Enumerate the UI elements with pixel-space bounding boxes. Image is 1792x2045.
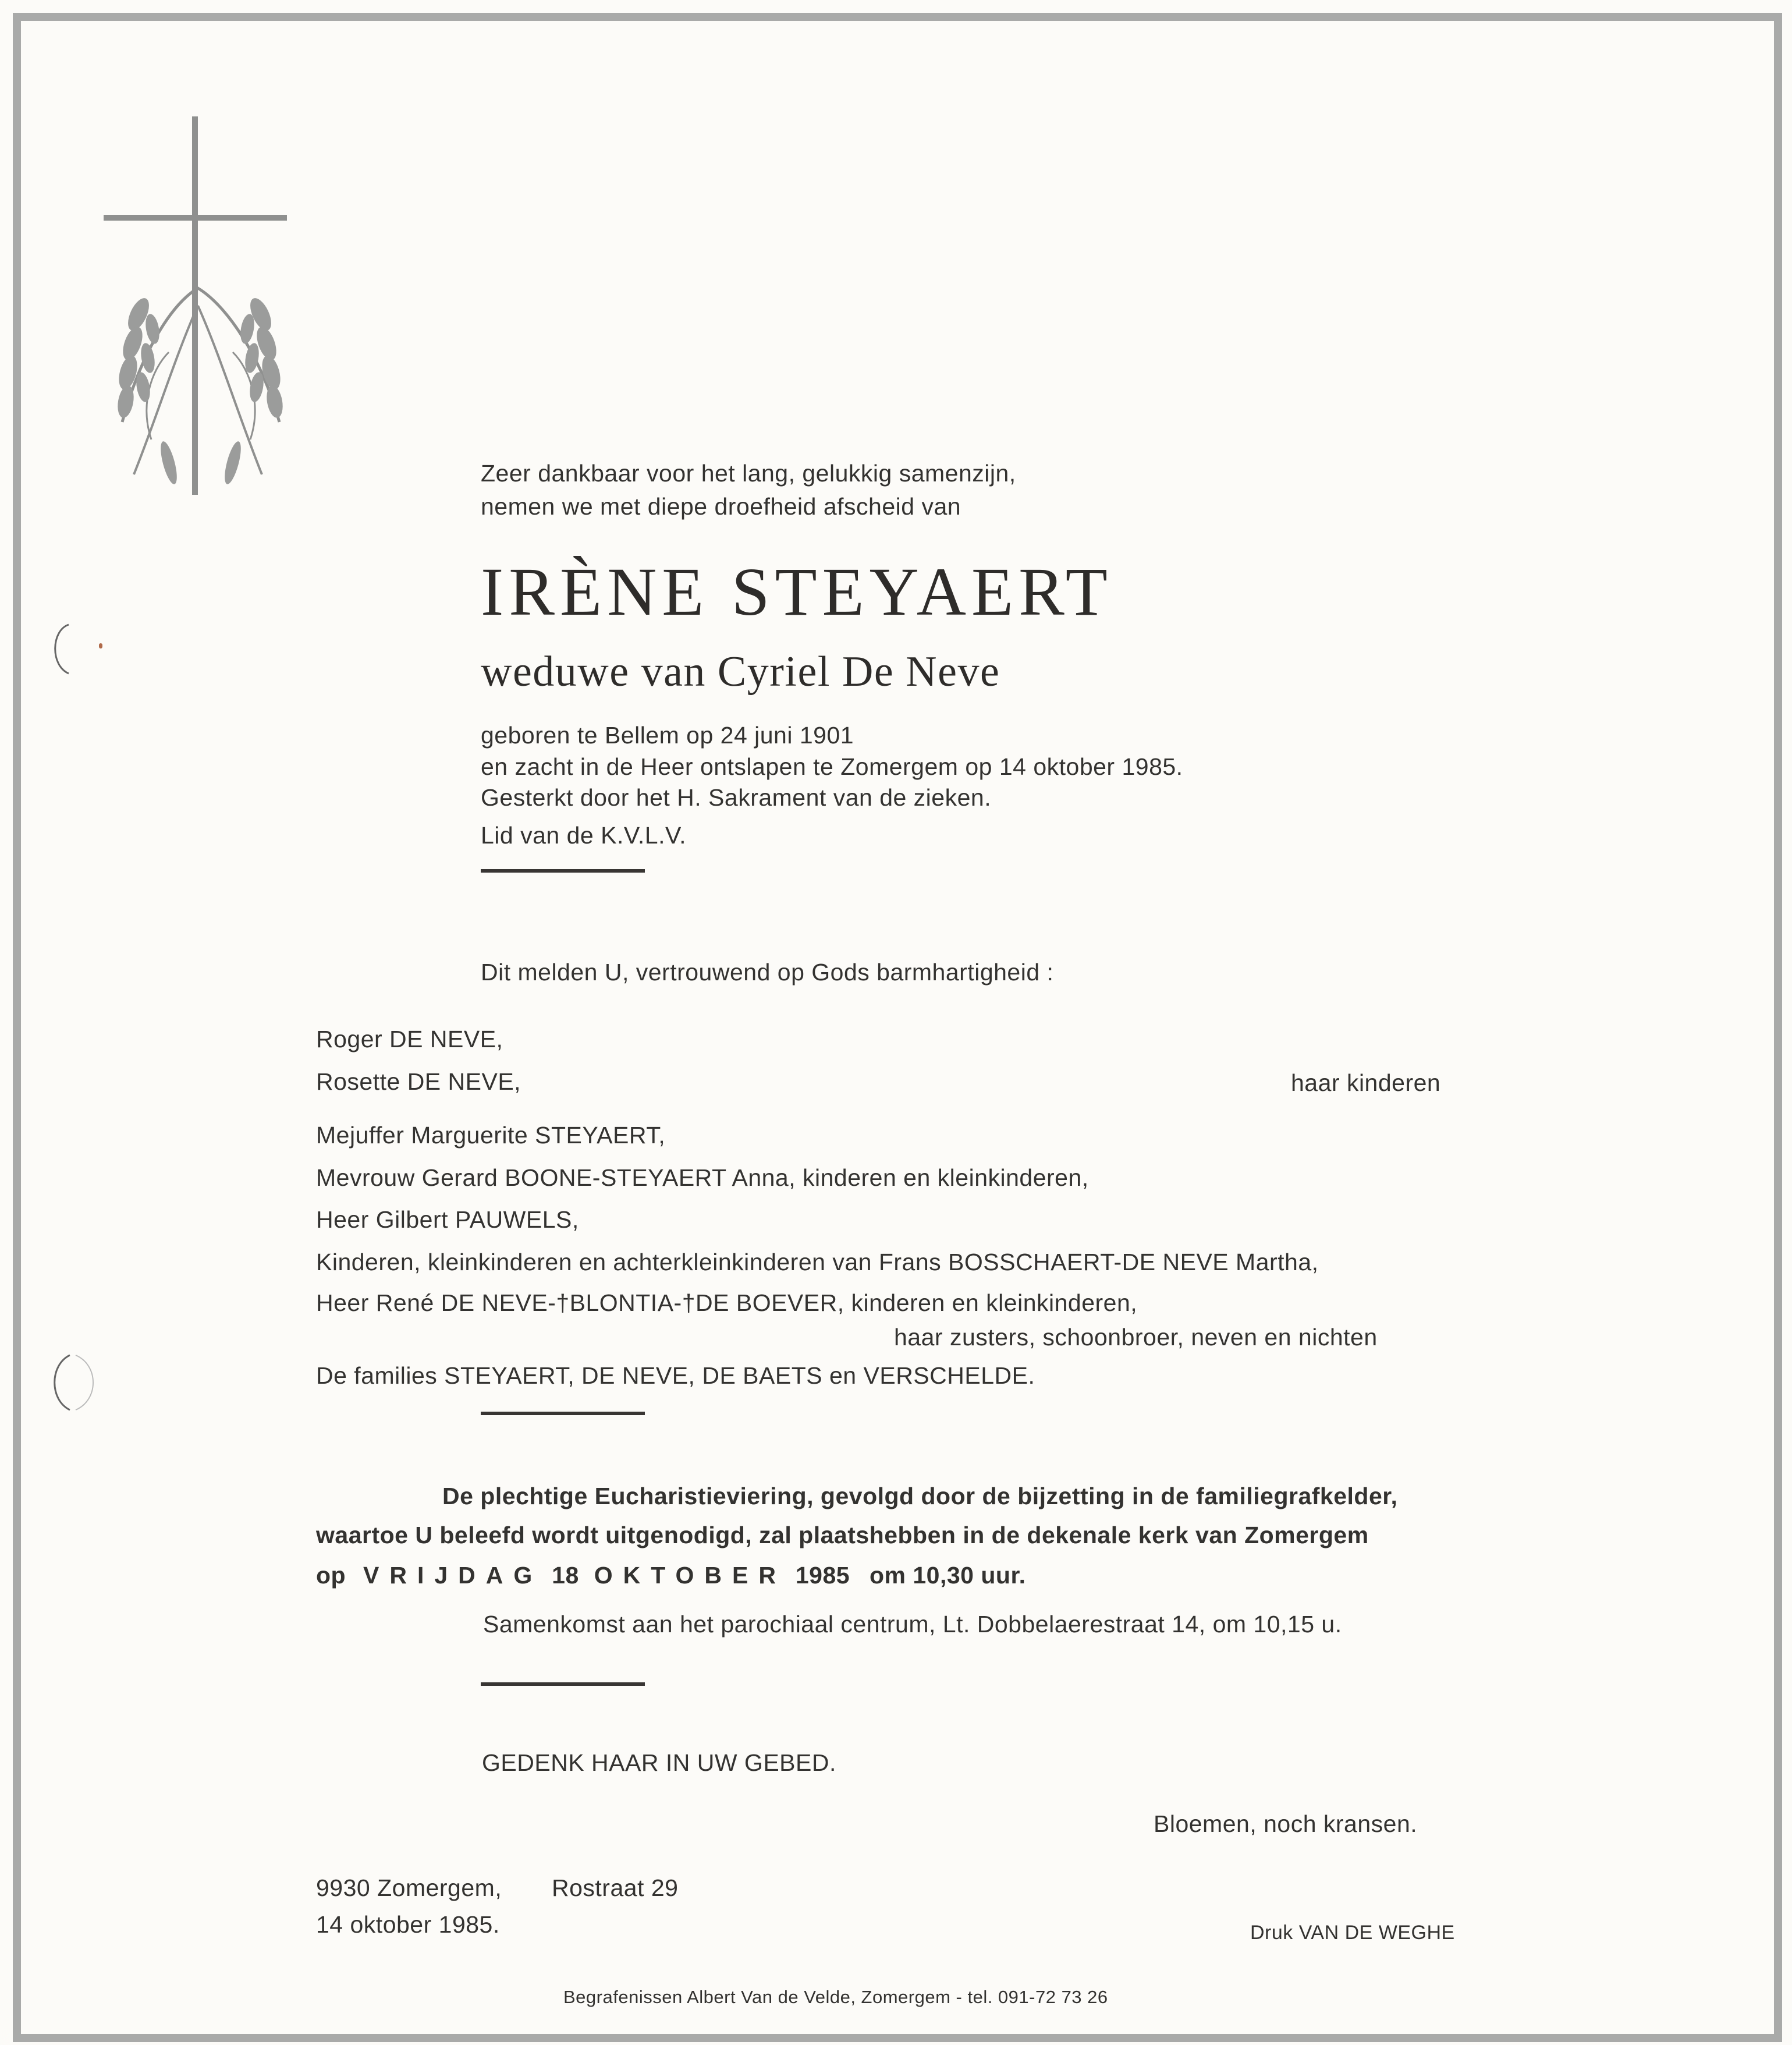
divider-3 [481,1682,645,1686]
relative-1: Mejuffer Marguerite STEYAERT, [316,1122,666,1149]
born-line: geboren te Bellem op 24 juni 1901 [481,722,854,749]
intro-line-2: nemen we met diepe droefheid afscheid van [481,493,961,520]
member-line: Lid van de K.V.L.V. [481,822,686,849]
flowers-line: Bloemen, noch kransen. [1154,1810,1418,1837]
announce-line: Dit melden U, vertrouwend op Gods barmhartigheid : [481,959,1054,986]
relative-2: Mevrouw Gerard BOONE-STEYAERT Anna, kinderen en kleinkinderen, [316,1164,1089,1191]
speck [99,643,102,648]
relatives-label: haar zusters, schoonbroer, neven en nichten [894,1324,1378,1351]
address-place: 9930 Zomergem, [316,1874,502,1901]
gathering-line: Samenkomst aan het parochiaal centrum, Lt. Dobbelaerestraat 14, om 10,15 u. [483,1611,1342,1638]
service-line-3 [316,1564,1026,1587]
divider-1 [481,869,645,873]
cross-wheat-icon [87,114,314,504]
punch-hole-top [45,620,80,678]
child-1: Roger DE NEVE, [316,1026,503,1052]
service-year: 1985 [795,1562,850,1589]
service-time: om 10,30 uur. [869,1562,1026,1589]
address-street: Rostraat 29 [552,1874,679,1901]
intro-line-1: Zeer dankbaar voor het lang, gelukkig samenzijn, [481,460,1016,487]
printer-credit: Druk VAN DE WEGHE [1250,1922,1455,1944]
service-prefix: op [316,1562,346,1589]
sacrament-line: Gesterkt door het H. Sakrament van de zieken. [481,784,992,811]
children-label: haar kinderen [1291,1069,1441,1096]
service-date-day: 18 [552,1562,579,1589]
families-line: De families STEYAERT, DE NEVE, DE BAETS en VERSCHELDE. [316,1362,1035,1389]
address-date: 14 oktober 1985. [316,1911,500,1938]
child-2: Rosette DE NEVE, [316,1068,521,1095]
remember-line: GEDENK HAAR IN UW GEBED. [482,1749,836,1776]
punch-hole-bottom [44,1351,108,1415]
service-line-1: De plechtige Eucharistieviering, gevolgd door de bijzetting in de familiegrafkelder, [442,1483,1398,1509]
divider-2 [481,1412,645,1415]
relative-5: Heer René DE NEVE-†BLONTIA-†DE BOEVER, kinderen en kleinkinderen, [316,1289,1138,1316]
service-day: VRIJDAG [363,1562,543,1589]
service-month: OKTOBER [594,1562,786,1589]
widow-of: weduwe van Cyriel De Neve [481,648,1000,696]
undertaker-line: Begrafenissen Albert Van de Velde, Zomergem - tel. 091-72 73 26 [563,1987,1108,2007]
deceased-name: IRÈNE STEYAERT [481,554,1113,630]
relative-3: Heer Gilbert PAUWELS, [316,1206,579,1233]
relative-4: Kinderen, kleinkinderen en achterkleinkinderen van Frans BOSSCHAERT-DE NEVE Martha, [316,1249,1319,1275]
service-line-2: waartoe U beleefd wordt uitgenodigd, zal plaatshebben in de dekenale kerk van Zomergem [316,1522,1369,1548]
died-line: en zacht in de Heer ontslapen te Zomergem op 14 oktober 1985. [481,753,1183,780]
